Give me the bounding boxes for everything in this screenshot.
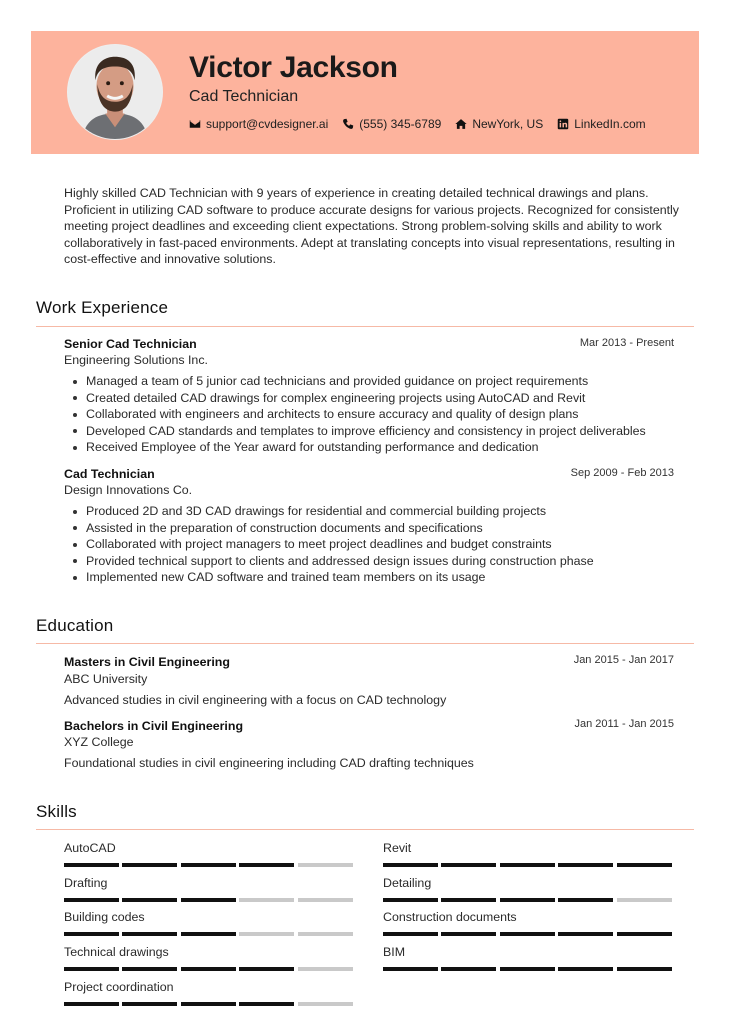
skill-level-segment-filled — [441, 932, 496, 936]
skill-level-segment-empty — [239, 898, 294, 902]
email-text: support@cvdesigner.ai — [206, 117, 329, 131]
job-company-2: Design Innovations Co. — [64, 483, 193, 497]
section-title-education: Education — [36, 616, 114, 635]
profile-photo — [68, 45, 162, 139]
phone-text: (555) 345-6789 — [359, 117, 442, 131]
section-divider — [36, 326, 694, 327]
skill-name: Revit — [383, 841, 412, 855]
skill-level-segment-filled — [181, 932, 236, 936]
job-title-2: Cad Technician — [64, 467, 155, 481]
linkedin-text: LinkedIn.com — [574, 117, 646, 131]
skill-level-segment-empty — [298, 863, 353, 867]
list-item: Produced 2D and 3D CAD drawings for residential and commercial building projects — [86, 503, 686, 520]
skill-level-segment-filled — [122, 863, 177, 867]
job-title: Cad Technician — [189, 88, 299, 105]
skill-level-segment-filled — [383, 863, 438, 867]
skill-level-segment-filled — [500, 967, 555, 971]
contact-email[interactable] — [189, 117, 328, 131]
list-item: Collaborated with engineers and architects to ensure accuracy and quality of design plans — [86, 406, 686, 423]
skill-level-bar — [383, 967, 675, 971]
skill-item — [64, 876, 356, 902]
job-company-1: Engineering Solutions Inc. — [64, 353, 208, 367]
contact-location — [455, 117, 543, 131]
school-2: XYZ College — [64, 735, 134, 749]
skill-level-segment-empty — [298, 932, 353, 936]
skill-level-segment-filled — [617, 863, 672, 867]
skill-level-segment-filled — [500, 898, 555, 902]
skill-level-segment-filled — [64, 932, 119, 936]
list-item: Implemented new CAD software and trained team members on its usage — [86, 569, 686, 586]
job-title-1: Senior Cad Technician — [64, 337, 197, 351]
skill-name: Detailing — [383, 876, 432, 890]
skill-item — [383, 876, 675, 902]
list-item: Assisted in the preparation of construction documents and specifications — [86, 520, 686, 537]
skill-level-bar — [64, 1002, 356, 1006]
degree-2: Bachelors in Civil Engineering — [64, 719, 244, 733]
job-dates-2: Sep 2009 - Feb 2013 — [570, 467, 674, 479]
phone-icon — [342, 118, 354, 130]
job-bullets-2 — [86, 503, 686, 586]
skill-level-segment-filled — [181, 967, 236, 971]
skill-level-segment-empty — [298, 1002, 353, 1006]
skill-level-segment-filled — [558, 898, 613, 902]
skill-level-segment-filled — [64, 863, 119, 867]
list-item: Provided technical support to clients and addressed design issues during construction phase — [86, 553, 686, 570]
candidate-name: Victor Jackson — [189, 51, 398, 84]
list-item: Received Employee of the Year award for outstanding performance and dedication — [86, 439, 686, 456]
skill-level-bar — [64, 932, 356, 936]
skill-item — [64, 910, 356, 936]
skill-name: AutoCAD — [64, 841, 116, 855]
section-title-skills: Skills — [36, 802, 77, 821]
skill-name: Building codes — [64, 910, 145, 924]
skill-level-segment-filled — [64, 967, 119, 971]
degree-description-2: Foundational studies in civil engineering including CAD drafting techniques — [64, 756, 474, 770]
section-divider — [36, 829, 694, 830]
contact-phone[interactable] — [342, 117, 441, 131]
list-item: Managed a team of 5 junior cad technicians and provided guidance on project requirements — [86, 373, 686, 390]
skill-level-segment-filled — [558, 863, 613, 867]
skill-level-segment-filled — [122, 1002, 177, 1006]
resume-header — [31, 31, 699, 154]
degree-1: Masters in Civil Engineering — [64, 655, 230, 669]
skill-level-segment-empty — [617, 898, 672, 902]
skill-level-bar — [383, 898, 675, 902]
contact-linkedin[interactable] — [557, 117, 645, 131]
skill-level-segment-filled — [239, 967, 294, 971]
skill-level-segment-empty — [298, 898, 353, 902]
school-1: ABC University — [64, 672, 148, 686]
skill-name: Construction documents — [383, 910, 517, 924]
skill-level-segment-filled — [441, 863, 496, 867]
skill-item — [383, 910, 675, 936]
skill-level-segment-filled — [383, 932, 438, 936]
skill-item — [64, 945, 356, 971]
skill-level-segment-empty — [298, 967, 353, 971]
skill-level-bar — [64, 967, 356, 971]
envelope-icon — [189, 118, 201, 130]
section-divider — [36, 643, 694, 644]
skill-level-segment-filled — [500, 932, 555, 936]
skill-level-segment-filled — [558, 967, 613, 971]
skill-level-segment-filled — [122, 898, 177, 902]
degree-dates-2: Jan 2011 - Jan 2015 — [574, 718, 674, 730]
skill-level-segment-filled — [617, 932, 672, 936]
skill-level-segment-filled — [500, 863, 555, 867]
skill-name: Drafting — [64, 876, 108, 890]
skill-level-segment-filled — [122, 967, 177, 971]
skill-item — [383, 841, 675, 867]
skill-name: Technical drawings — [64, 945, 169, 959]
avatar — [67, 44, 163, 140]
skill-level-segment-filled — [181, 1002, 236, 1006]
skill-item — [64, 841, 356, 867]
list-item: Created detailed CAD drawings for complex engineering projects using AutoCAD and Revit — [86, 390, 686, 407]
skill-level-segment-filled — [64, 1002, 119, 1006]
degree-description-1: Advanced studies in civil engineering with a focus on CAD technology — [64, 693, 447, 707]
list-item: Collaborated with project managers to meet project deadlines and budget constraints — [86, 536, 686, 553]
job-dates-1: Mar 2013 - Present — [579, 337, 674, 349]
degree-dates-1: Jan 2015 - Jan 2017 — [573, 654, 674, 666]
list-item: Developed CAD standards and templates to improve efficiency and consistency in project deliverables — [86, 423, 686, 440]
skill-level-segment-filled — [558, 932, 613, 936]
skill-level-segment-filled — [239, 1002, 294, 1006]
linkedin-icon — [557, 118, 569, 130]
skill-item — [64, 980, 356, 1006]
skill-level-segment-empty — [239, 932, 294, 936]
skill-level-segment-filled — [441, 967, 496, 971]
section-title-work: Work Experience — [36, 298, 169, 317]
skill-level-bar — [64, 863, 356, 867]
home-icon — [455, 118, 467, 130]
skill-level-segment-filled — [617, 967, 672, 971]
skill-level-segment-filled — [64, 898, 119, 902]
job-bullets-1 — [86, 373, 686, 456]
skill-level-segment-filled — [239, 863, 294, 867]
skill-name: BIM — [383, 945, 406, 959]
location-text: NewYork, US — [472, 117, 544, 131]
skill-level-segment-filled — [383, 967, 438, 971]
skill-level-segment-filled — [383, 898, 438, 902]
profile-summary: Highly skilled CAD Technician with 9 years of experience in creating detailed technical drawings and plans. Proficient in utilizing CAD software to produce accurate designs for various projects. Recognized for consistently meeting project deadlines and exceeding client expectations. Strong problem-solving skills and ability to work collaboratively in fast-paced environments. Adept at translating concepts into visual representations, resulting in cost-effective and innovative solutions. — [64, 186, 680, 267]
skill-name: Project coordination — [64, 980, 174, 994]
skill-level-bar — [383, 863, 675, 867]
skill-level-segment-filled — [441, 898, 496, 902]
contact-list — [189, 117, 660, 131]
skill-level-segment-filled — [122, 932, 177, 936]
skill-level-bar — [383, 932, 675, 936]
skill-item — [383, 945, 675, 971]
skill-level-segment-filled — [181, 863, 236, 867]
skill-level-segment-filled — [181, 898, 236, 902]
skill-level-bar — [64, 898, 356, 902]
